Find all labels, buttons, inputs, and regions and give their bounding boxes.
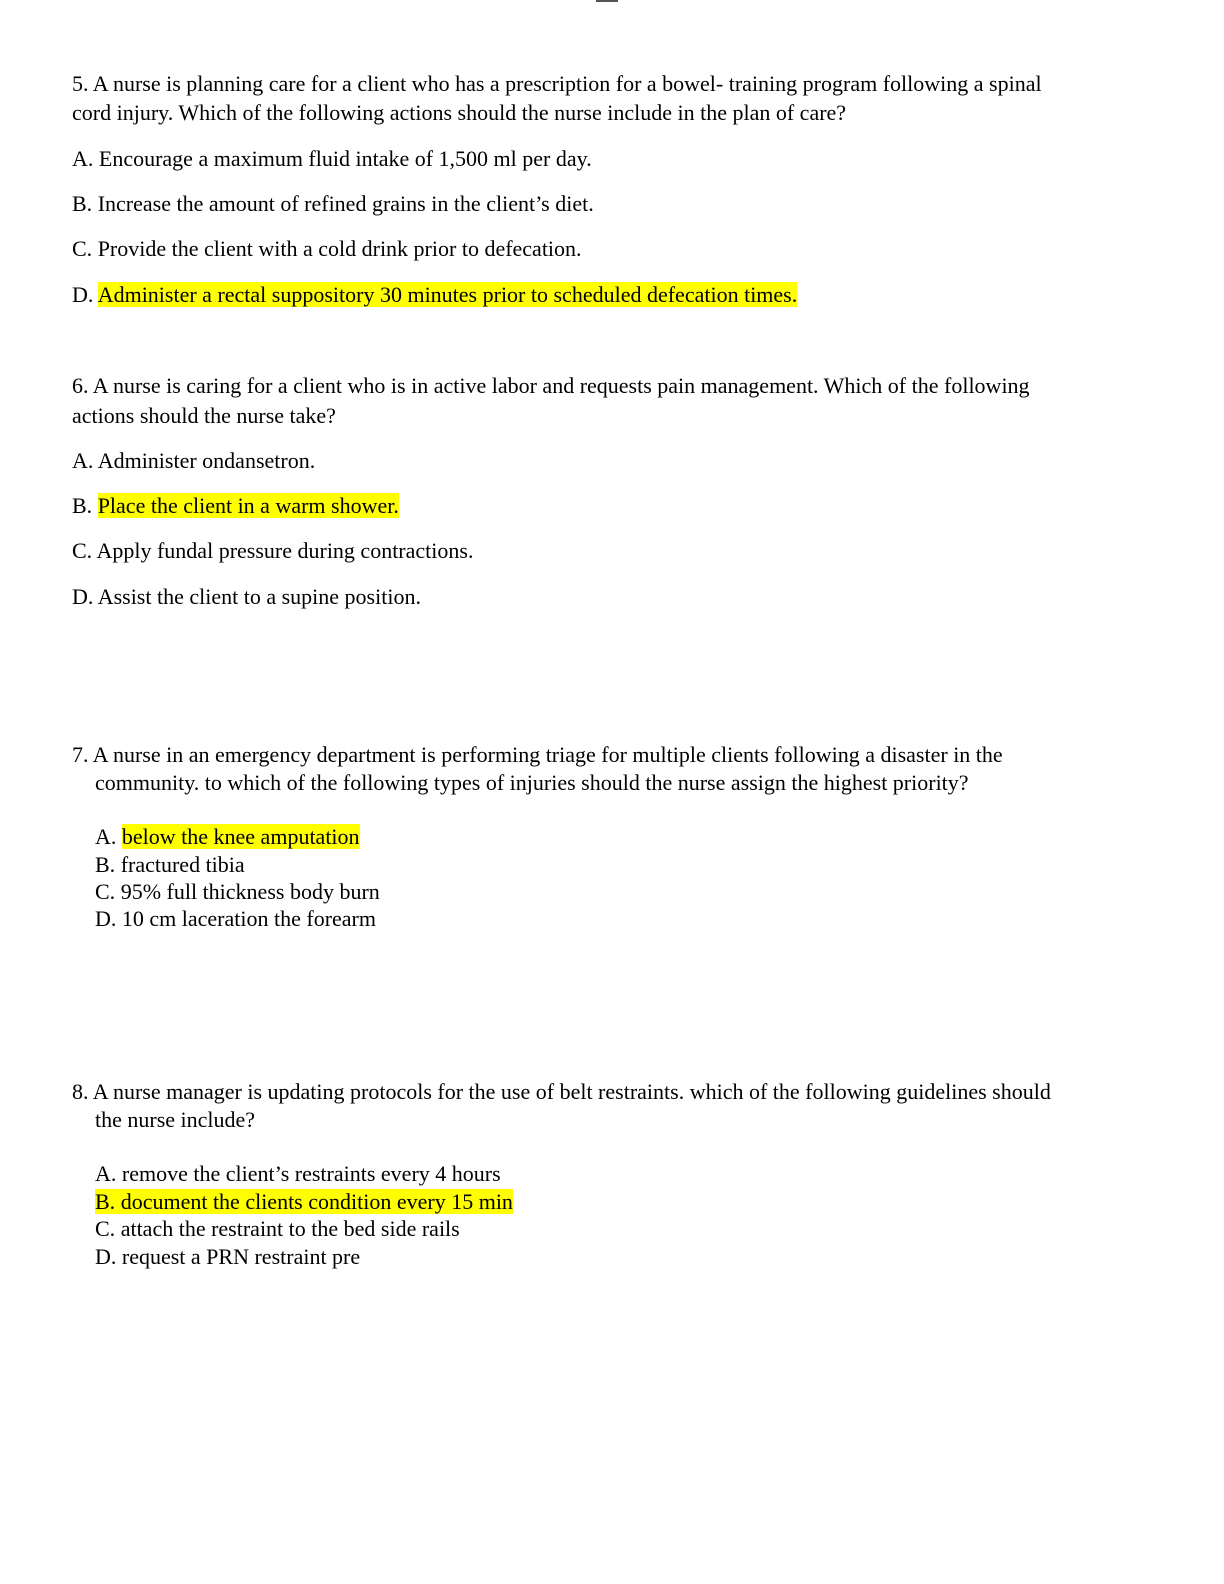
option-text: Provide the client with a cold drink prior to defecation.	[97, 236, 582, 261]
option-letter: A.	[72, 448, 94, 473]
question-8-option-d	[95, 1243, 360, 1271]
option-letter: A.	[95, 1161, 117, 1186]
question-6-option-c	[72, 537, 473, 565]
question-8-option-b	[95, 1188, 513, 1216]
highlighted-answer	[95, 1189, 513, 1214]
option-text: Apply fundal pressure during contractions.	[96, 538, 474, 563]
question-7-option-a	[95, 823, 360, 851]
question-7-option-d	[95, 905, 376, 933]
question-5-option-b	[72, 190, 594, 218]
question-8-stem-line-2: the nurse include?	[95, 1107, 256, 1132]
question-8-stem-line-1: 8. A nurse manager is updating protocols for the use of belt restraints. which of the following guidelines should	[72, 1079, 1051, 1104]
question-6-option-d	[72, 583, 421, 611]
option-letter: C.	[72, 538, 93, 563]
question-7-option-b	[95, 851, 245, 879]
option-letter: D.	[72, 282, 94, 307]
option-letter: D.	[95, 1244, 117, 1269]
question-7-option-c	[95, 878, 380, 906]
question-6-stem-line-2: actions should the nurse take?	[72, 403, 336, 428]
option-letter: D.	[95, 906, 117, 931]
option-text: request a PRN restraint pre	[121, 1244, 361, 1269]
question-5-stem-line-2: cord injury. Which of the following actions should the nurse include in the plan of care?	[72, 100, 847, 125]
option-text: attach the restraint to the bed side rails	[120, 1216, 460, 1241]
option-letter: A.	[95, 824, 117, 849]
option-letter: C.	[95, 879, 116, 904]
question-8-option-c	[95, 1215, 460, 1243]
option-text: 95% full thickness body burn	[120, 879, 380, 904]
question-7-stem-line-1: 7. A nurse in an emergency department is performing triage for multiple clients following a disaster in the	[72, 742, 1003, 767]
question-8-option-a	[95, 1160, 501, 1188]
page-header-mark	[596, 0, 618, 2]
option-text: 10 cm laceration the forearm	[121, 906, 376, 931]
option-text: Administer ondansetron.	[97, 448, 316, 473]
option-letter: B.	[95, 852, 116, 877]
question-5-stem-line-1: 5. A nurse is planning care for a client who has a prescription for a bowel- training program following a spinal	[72, 71, 1042, 96]
highlighted-answer: below the knee amputation	[121, 824, 360, 849]
question-6-option-a	[72, 447, 315, 475]
option-letter: B.	[72, 191, 93, 216]
option-letter: B.	[72, 493, 93, 518]
option-letter: C.	[72, 236, 93, 261]
option-text: Increase the amount of refined grains in the client’s diet.	[97, 191, 594, 216]
question-6-option-b	[72, 492, 399, 520]
question-5-option-c	[72, 235, 582, 263]
highlighted-answer: Administer a rectal suppository 30 minutes prior to scheduled defecation times.	[97, 282, 798, 307]
question-5-option-a	[72, 145, 592, 173]
option-letter: C.	[95, 1216, 116, 1241]
question-5-option-d	[72, 281, 797, 309]
option-text: document the clients condition every 15 min	[120, 1189, 513, 1214]
option-letter: B.	[95, 1189, 116, 1214]
highlighted-answer: Place the client in a warm shower.	[97, 493, 399, 518]
question-6-stem-line-1: 6. A nurse is caring for a client who is in active labor and requests pain management. Which of the following	[72, 373, 1030, 398]
option-letter: A.	[72, 146, 94, 171]
option-letter: D.	[72, 584, 94, 609]
option-text: Assist the client to a supine position.	[97, 584, 421, 609]
option-text: remove the client’s restraints every 4 hours	[121, 1161, 501, 1186]
option-text: fractured tibia	[120, 852, 245, 877]
option-text: Encourage a maximum fluid intake of 1,500 ml per day.	[98, 146, 592, 171]
question-7-stem-line-2: community. to which of the following types of injuries should the nurse assign the highest priority?	[95, 770, 969, 795]
